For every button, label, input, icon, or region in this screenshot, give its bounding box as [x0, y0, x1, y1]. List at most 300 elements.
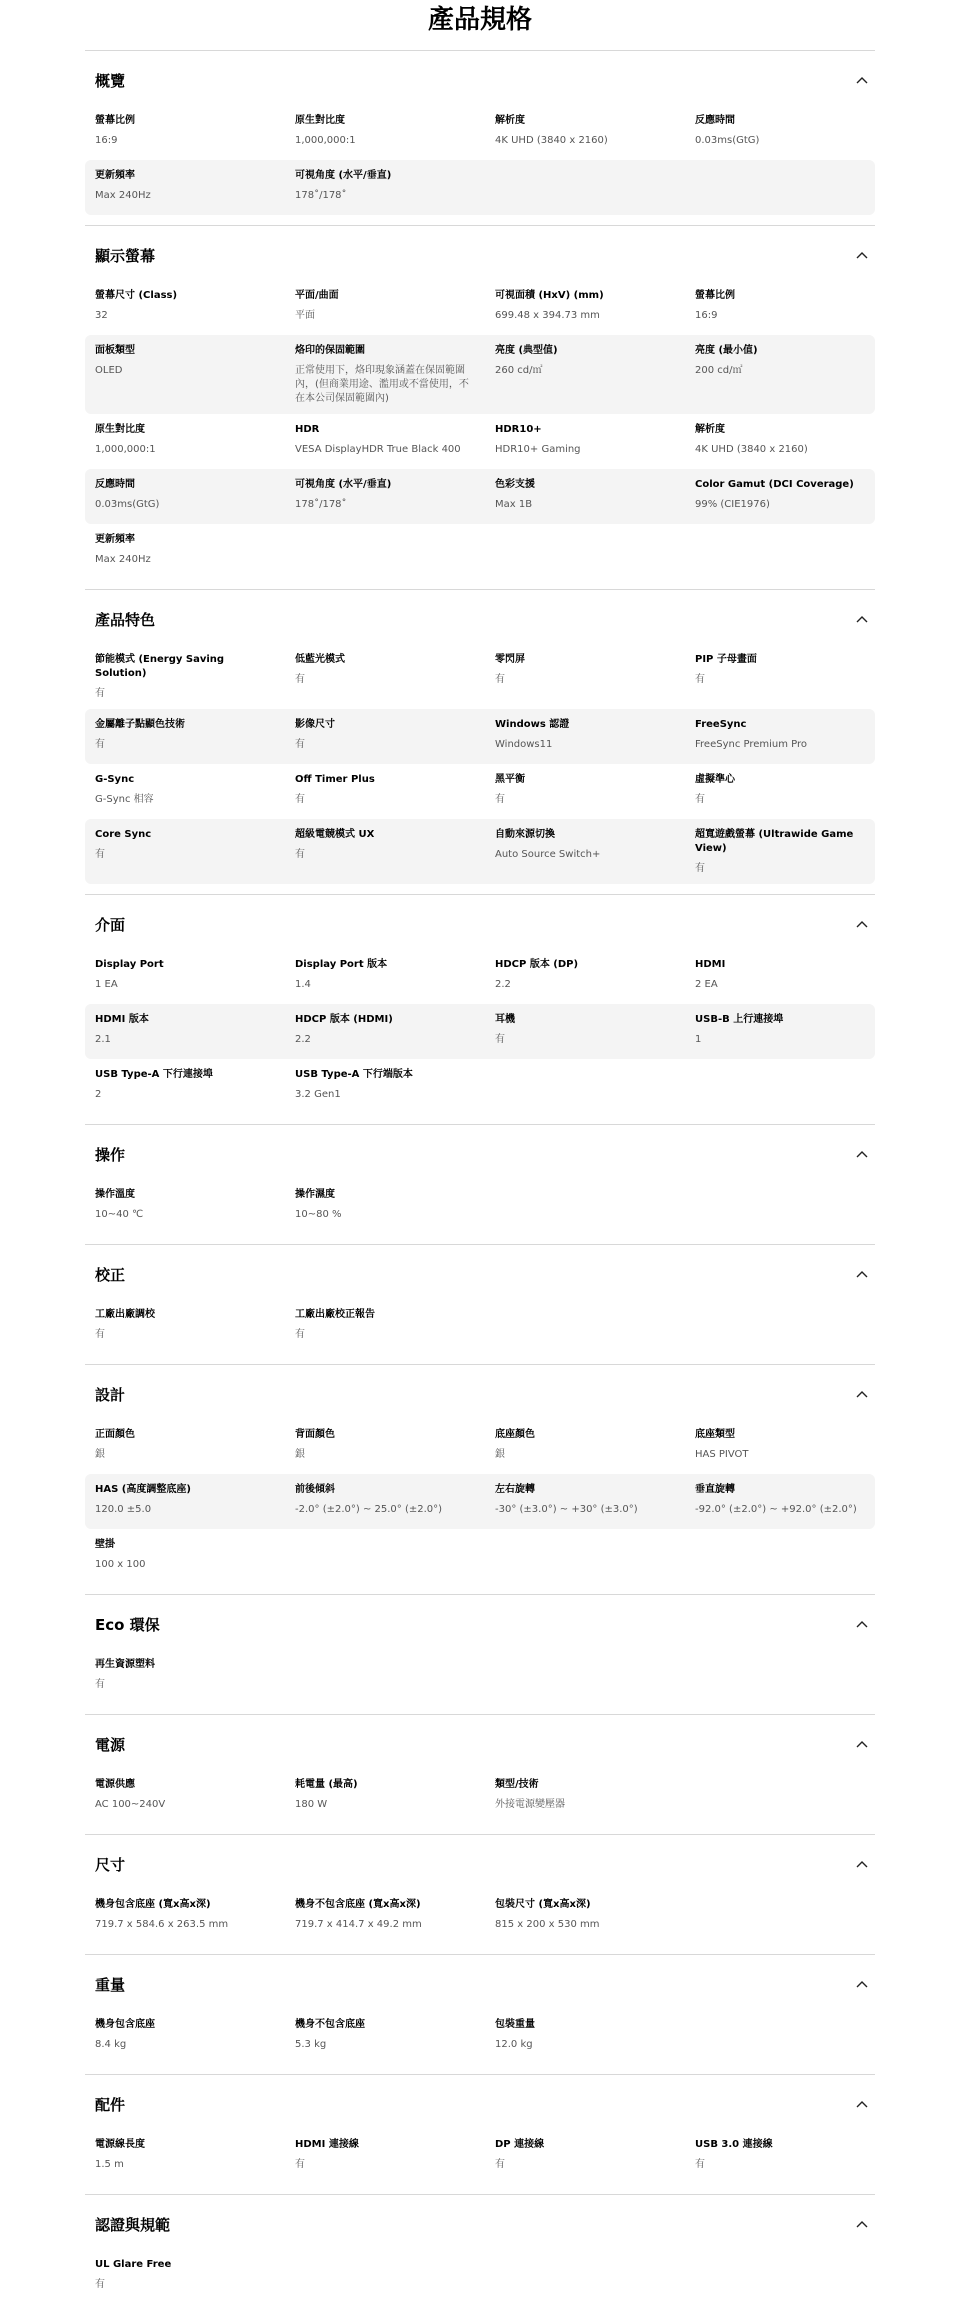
spec-label: USB Type-A 下行連接埠: [95, 1069, 213, 1080]
spec-value: 有: [295, 739, 305, 750]
spec-row: [85, 764, 875, 819]
spec-item: [485, 1419, 685, 1474]
spec-value: 120.0 ±5.0: [95, 1504, 152, 1515]
spec-item: [85, 524, 285, 579]
spec-item: [85, 1529, 285, 1584]
spec-label: 黑平衡: [495, 774, 525, 785]
spec-label: HDCP 版本 (DP): [495, 959, 579, 970]
spec-row: [85, 1004, 875, 1059]
spec-label: 超級電競模式 UX: [295, 829, 375, 840]
spec-section: [85, 1834, 875, 1954]
section-title: 電源: [95, 1735, 126, 1754]
section-title: 重量: [95, 1975, 126, 1994]
spec-value: 1.5 m: [95, 2159, 124, 2170]
spec-row: [85, 1419, 875, 1474]
section-header[interactable]: [85, 65, 875, 95]
spec-item: [285, 1474, 485, 1529]
spec-label: 原生對比度: [95, 424, 145, 435]
spec-label: 操作濕度: [295, 1189, 335, 1200]
spec-value: 1 EA: [95, 979, 118, 990]
spec-item: [685, 414, 875, 469]
spec-item: [85, 1889, 285, 1944]
spec-section: [85, 1714, 875, 1834]
spec-sections: [85, 50, 875, 2314]
spec-value: 銀: [95, 1449, 105, 1460]
spec-item: [685, 644, 875, 709]
spec-value: 有: [295, 2159, 305, 2170]
spec-label: 機身包含底座 (寬x高x深): [95, 1899, 211, 1910]
spec-row: [85, 709, 875, 764]
spec-item: [285, 1179, 485, 1234]
spec-label: 再生資源塑料: [95, 1659, 155, 1670]
spec-value: 1,000,000:1: [95, 444, 156, 455]
spec-item: [285, 764, 485, 819]
spec-rows: [85, 1769, 875, 1824]
spec-value: 有: [95, 1679, 105, 1690]
spec-label: 背面顏色: [295, 1429, 335, 1440]
spec-item: [285, 1004, 485, 1059]
spec-label: G-Sync: [95, 774, 135, 785]
spec-item: [85, 1059, 285, 1114]
spec-value: G-Sync 相容: [95, 794, 154, 805]
spec-value: 719.7 x 414.7 x 49.2 mm: [295, 1919, 422, 1930]
spec-item: [85, 469, 285, 524]
section-title: 顯示螢幕: [95, 246, 156, 265]
spec-label: 更新頻率: [95, 170, 135, 181]
spec-label: Off Timer Plus: [295, 774, 375, 785]
spec-value: 外接電源變壓器: [495, 1799, 565, 1810]
spec-item: [485, 105, 685, 160]
spec-row: [85, 2009, 875, 2064]
spec-value: 1.4: [295, 979, 311, 990]
spec-rows: [85, 2009, 875, 2064]
spec-value: 5.3 kg: [295, 2039, 327, 2050]
spec-section: [85, 50, 875, 225]
spec-item: [685, 949, 875, 1004]
chevron-up-icon[interactable]: [855, 1387, 869, 1401]
spec-item: [285, 105, 485, 160]
spec-label: 電源供應: [95, 1779, 135, 1790]
spec-row: [85, 469, 875, 524]
spec-label: HDMI: [695, 959, 726, 970]
spec-item: [685, 469, 875, 524]
spec-value: 有: [95, 1329, 105, 1340]
spec-label: 零閃屏: [495, 654, 525, 665]
spec-value: 有: [295, 794, 305, 805]
spec-value: OLED: [95, 365, 123, 376]
spec-value: 有: [495, 2159, 505, 2170]
spec-row: [85, 1769, 875, 1824]
spec-section: [85, 589, 875, 894]
spec-row: [85, 335, 875, 414]
spec-item: [285, 469, 485, 524]
spec-row: [85, 819, 875, 884]
spec-value: Max 1B: [495, 499, 533, 510]
spec-item: [85, 2129, 285, 2184]
spec-value: -2.0° (±2.0°) ~ 25.0° (±2.0°): [295, 1504, 443, 1515]
spec-label: Display Port 版本: [295, 959, 388, 970]
spec-value: 有: [695, 863, 705, 874]
spec-value: 2.1: [95, 1034, 111, 1045]
spec-item: [85, 1419, 285, 1474]
spec-section: [85, 1594, 875, 1714]
spec-item: [285, 709, 485, 764]
spec-item: [285, 819, 485, 884]
chevron-up-icon[interactable]: [855, 1857, 869, 1871]
spec-item: [485, 2009, 685, 2064]
spec-label: 操作溫度: [95, 1189, 135, 1200]
spec-label: USB Type-A 下行端版本: [295, 1069, 413, 1080]
spec-row: [85, 1649, 875, 1704]
section-title: 概覽: [95, 71, 126, 90]
spec-value: 有: [495, 794, 505, 805]
spec-item: [85, 1649, 285, 1704]
spec-label: FreeSync: [695, 719, 747, 730]
spec-label: 平面/曲面: [295, 290, 339, 301]
spec-value: 正常使用下，烙印現象涵蓋在保固範圍內，(但商業用途、濫用或不當使用，不在本公司保固範圍內): [295, 365, 469, 404]
spec-item: [285, 2129, 485, 2184]
spec-item: [285, 160, 485, 215]
spec-value: Max 240Hz: [95, 554, 151, 565]
spec-label: DP 連接線: [495, 2139, 545, 2150]
spec-value: 有: [95, 2279, 105, 2290]
spec-label: PIP 子母畫面: [695, 654, 757, 665]
spec-label: 金屬離子點顯色技術: [95, 719, 185, 730]
spec-row: [85, 1529, 875, 1584]
spec-label: HDCP 版本 (HDMI): [295, 1014, 393, 1025]
spec-label: UL Glare Free: [95, 2259, 172, 2270]
spec-item: [85, 644, 285, 709]
spec-item: [85, 1769, 285, 1824]
spec-label: Windows 認證: [495, 719, 570, 730]
spec-label: 底座顏色: [495, 1429, 535, 1440]
chevron-up-icon[interactable]: [855, 1147, 869, 1161]
spec-item: [85, 414, 285, 469]
spec-label: 烙印的保固範圍: [295, 345, 365, 356]
spec-rows: [85, 1179, 875, 1234]
spec-item: [485, 2129, 685, 2184]
spec-row: [85, 1474, 875, 1529]
spec-item: [685, 335, 875, 414]
spec-value: Auto Source Switch+: [495, 849, 601, 860]
spec-label: 包裝尺寸 (寬x高x深): [495, 1899, 591, 1910]
spec-section: [85, 1124, 875, 1244]
spec-item: [685, 819, 875, 884]
spec-item: [485, 1004, 685, 1059]
spec-rows: [85, 1419, 875, 1584]
spec-row: [85, 414, 875, 469]
chevron-up-icon[interactable]: [855, 1267, 869, 1281]
spec-row: [85, 1059, 875, 1114]
spec-label: 亮度 (典型值): [495, 345, 558, 356]
spec-section: [85, 225, 875, 589]
spec-label: 虛擬準心: [695, 774, 735, 785]
section-header[interactable]: [85, 1609, 875, 1639]
spec-value: FreeSync Premium Pro: [695, 739, 808, 750]
chevron-up-icon[interactable]: [855, 2097, 869, 2111]
spec-value: 815 x 200 x 530 mm: [495, 1919, 600, 1930]
spec-label: 超寬遊戲螢幕 (Ultrawide Game View): [695, 829, 854, 854]
chevron-up-icon[interactable]: [855, 1617, 869, 1631]
spec-row: [85, 1179, 875, 1234]
spec-value: 有: [495, 1034, 505, 1045]
spec-label: 可視面積 (HxV) (mm): [495, 290, 604, 301]
spec-item: [85, 105, 285, 160]
spec-label: 螢幕尺寸 (Class): [95, 290, 178, 301]
spec-value: 100 x 100: [95, 1559, 146, 1570]
spec-value: Windows11: [495, 739, 553, 750]
spec-value: 719.7 x 584.6 x 263.5 mm: [95, 1919, 229, 1930]
spec-label: 機身包含底座: [95, 2019, 155, 2030]
spec-label: 螢幕比例: [95, 115, 135, 126]
spec-value: 8.4 kg: [95, 2039, 127, 2050]
spec-label: 螢幕比例: [695, 290, 735, 301]
spec-label: 解析度: [495, 115, 525, 126]
spec-rows: [85, 1299, 875, 1354]
spec-label: 自動來源切換: [495, 829, 555, 840]
spec-value: 銀: [495, 1449, 505, 1460]
spec-label: 亮度 (最小值): [695, 345, 758, 356]
section-header[interactable]: [85, 2209, 875, 2239]
spec-value: 有: [95, 688, 105, 699]
spec-label: 耗電量 (最高): [295, 1779, 358, 1790]
spec-value: -30° (±3.0°) ~ +30° (±3.0°): [495, 1504, 638, 1515]
section-header[interactable]: [85, 1969, 875, 1999]
spec-label: HDMI 連接線: [295, 2139, 359, 2150]
spec-row: [85, 2129, 875, 2184]
spec-value: 99% (CIE1976): [695, 499, 770, 510]
spec-value: 有: [95, 849, 105, 860]
spec-value: 有: [695, 674, 705, 685]
spec-value: 有: [95, 739, 105, 750]
spec-value: 0.03ms(GtG): [95, 499, 160, 510]
spec-value: HDR10+ Gaming: [495, 444, 581, 455]
spec-label: 耳機: [495, 1014, 515, 1025]
spec-label: 節能模式 (Energy Saving Solution): [95, 654, 225, 679]
spec-row: [85, 1299, 875, 1354]
spec-item: [285, 335, 485, 414]
section-title: 設計: [95, 1385, 126, 1404]
section-header[interactable]: [85, 1729, 875, 1759]
spec-rows: [85, 1889, 875, 1944]
spec-item: [85, 764, 285, 819]
chevron-up-icon[interactable]: [855, 1977, 869, 1991]
spec-label: USB-B 上行連接埠: [695, 1014, 784, 1025]
spec-label: 工廠出廠調校: [95, 1309, 155, 1320]
spec-rows: [85, 2129, 875, 2184]
spec-item: [285, 1889, 485, 1944]
spec-item: [485, 414, 685, 469]
spec-label: 反應時間: [695, 115, 735, 126]
spec-value: 0.03ms(GtG): [695, 135, 760, 146]
spec-label: 類型/技術: [495, 1779, 539, 1790]
spec-label: 影像尺寸: [295, 719, 335, 730]
spec-section: [85, 2074, 875, 2194]
section-header[interactable]: [85, 1849, 875, 1879]
spec-value: 178˚/178˚: [295, 190, 347, 201]
spec-value: HAS PIVOT: [695, 1449, 749, 1460]
spec-item: [485, 1889, 685, 1944]
spec-item: [285, 2009, 485, 2064]
spec-label: 解析度: [695, 424, 725, 435]
spec-value: 2.2: [295, 1034, 311, 1045]
spec-value: 180 W: [295, 1799, 328, 1810]
section-header[interactable]: [85, 1379, 875, 1409]
spec-label: 包裝重量: [495, 2019, 535, 2030]
spec-label: 正面顏色: [95, 1429, 135, 1440]
spec-label: HAS (高度調整底座): [95, 1484, 191, 1495]
spec-label: HDR10+: [495, 424, 542, 435]
spec-section: [85, 894, 875, 1124]
spec-item: [485, 1474, 685, 1529]
section-title: Eco 環保: [95, 1615, 160, 1634]
section-title: 認證與規範: [95, 2215, 171, 2234]
spec-value: 178˚/178˚: [295, 499, 347, 510]
section-header[interactable]: [85, 1259, 875, 1289]
spec-value: 有: [295, 1329, 305, 1340]
spec-label: 色彩支援: [495, 479, 535, 490]
spec-item: [485, 709, 685, 764]
spec-label: Display Port: [95, 959, 164, 970]
spec-item: [285, 1059, 485, 1114]
spec-item: [485, 469, 685, 524]
chevron-up-icon[interactable]: [855, 73, 869, 87]
spec-item: [85, 1299, 285, 1354]
spec-value: 2 EA: [695, 979, 718, 990]
spec-value: 16:9: [95, 135, 118, 146]
spec-label: 前後傾斜: [295, 1484, 335, 1495]
spec-value: 10~80 %: [295, 1209, 342, 1220]
spec-label: HDMI 版本: [95, 1014, 149, 1025]
spec-value: 平面: [295, 310, 315, 321]
spec-item: [685, 1419, 875, 1474]
spec-item: [85, 2009, 285, 2064]
spec-section: [85, 1954, 875, 2074]
spec-value: 有: [295, 849, 305, 860]
spec-value: 1: [695, 1034, 702, 1045]
spec-value: 12.0 kg: [495, 2039, 533, 2050]
spec-item: [685, 2129, 875, 2184]
spec-label: 反應時間: [95, 479, 135, 490]
spec-value: 2: [95, 1089, 102, 1100]
spec-item: [285, 949, 485, 1004]
section-header[interactable]: [85, 240, 875, 270]
spec-item: [685, 1004, 875, 1059]
spec-item: [85, 819, 285, 884]
spec-item: [685, 1474, 875, 1529]
spec-rows: [85, 105, 875, 215]
spec-section: [85, 1364, 875, 1594]
spec-label: 垂直旋轉: [695, 1484, 735, 1495]
spec-item: [285, 644, 485, 709]
spec-label: 工廠出廠校正報告: [295, 1309, 375, 1320]
section-header[interactable]: [85, 909, 875, 939]
chevron-up-icon[interactable]: [855, 248, 869, 262]
spec-value: 有: [295, 674, 305, 685]
section-title: 產品特色: [95, 610, 156, 629]
spec-row: [85, 524, 875, 579]
spec-value: 1,000,000:1: [295, 135, 356, 146]
spec-item: [685, 105, 875, 160]
spec-rows: [85, 2249, 875, 2304]
section-title: 介面: [95, 915, 126, 934]
spec-item: [85, 949, 285, 1004]
spec-value: 3.2 Gen1: [295, 1089, 341, 1100]
spec-item: [685, 764, 875, 819]
spec-item: [285, 1769, 485, 1824]
spec-row: [85, 2249, 875, 2304]
spec-item: [85, 709, 285, 764]
spec-rows: [85, 280, 875, 579]
section-header[interactable]: [85, 1139, 875, 1169]
spec-section: [85, 2194, 875, 2314]
spec-item: [485, 1769, 685, 1824]
spec-row: [85, 1889, 875, 1944]
spec-item: [85, 1004, 285, 1059]
spec-value: 2.2: [495, 979, 511, 990]
spec-item: [85, 160, 285, 215]
spec-item: [285, 280, 485, 335]
section-header[interactable]: [85, 604, 875, 634]
spec-row: [85, 160, 875, 215]
spec-label: 左右旋轉: [495, 1484, 535, 1495]
spec-value: 有: [495, 674, 505, 685]
chevron-up-icon[interactable]: [855, 1737, 869, 1751]
spec-item: [285, 414, 485, 469]
chevron-up-icon[interactable]: [855, 2217, 869, 2231]
spec-value: 有: [695, 794, 705, 805]
spec-value: 260 cd/㎡: [495, 365, 543, 376]
spec-label: 低藍光模式: [295, 654, 345, 665]
chevron-up-icon[interactable]: [855, 917, 869, 931]
spec-value: 200 cd/㎡: [695, 365, 743, 376]
page-title: 產品規格: [427, 5, 532, 35]
spec-label: 底座類型: [695, 1429, 735, 1440]
spec-label: 壁掛: [95, 1539, 115, 1550]
spec-value: VESA DisplayHDR True Black 400: [295, 444, 461, 455]
spec-row: [85, 949, 875, 1004]
spec-value: 10~40 ℃: [95, 1209, 144, 1220]
spec-item: [485, 764, 685, 819]
spec-value: 有: [695, 2159, 705, 2170]
spec-item: [85, 1474, 285, 1529]
spec-item: [485, 819, 685, 884]
spec-item: [485, 335, 685, 414]
chevron-up-icon[interactable]: [855, 612, 869, 626]
spec-item: [85, 280, 285, 335]
spec-label: Core Sync: [95, 829, 152, 840]
spec-label: 可視角度 (水平/垂直): [295, 170, 392, 181]
section-title: 尺寸: [95, 1855, 126, 1874]
spec-value: 銀: [295, 1449, 305, 1460]
spec-value: -92.0° (±2.0°) ~ +92.0° (±2.0°): [695, 1504, 857, 1515]
section-title: 校正: [95, 1265, 126, 1284]
spec-label: 原生對比度: [295, 115, 345, 126]
spec-label: USB 3.0 連接線: [695, 2139, 773, 2150]
spec-item: [685, 280, 875, 335]
spec-item: [85, 2249, 285, 2304]
spec-label: HDR: [295, 424, 320, 435]
section-title: 操作: [95, 1145, 126, 1164]
spec-value: 4K UHD (3840 x 2160): [695, 444, 808, 455]
spec-label: 更新頻率: [95, 534, 135, 545]
spec-rows: [85, 644, 875, 884]
spec-item: [685, 709, 875, 764]
spec-item: [485, 949, 685, 1004]
spec-item: [85, 1179, 285, 1234]
section-header[interactable]: [85, 2089, 875, 2119]
spec-rows: [85, 1649, 875, 1704]
